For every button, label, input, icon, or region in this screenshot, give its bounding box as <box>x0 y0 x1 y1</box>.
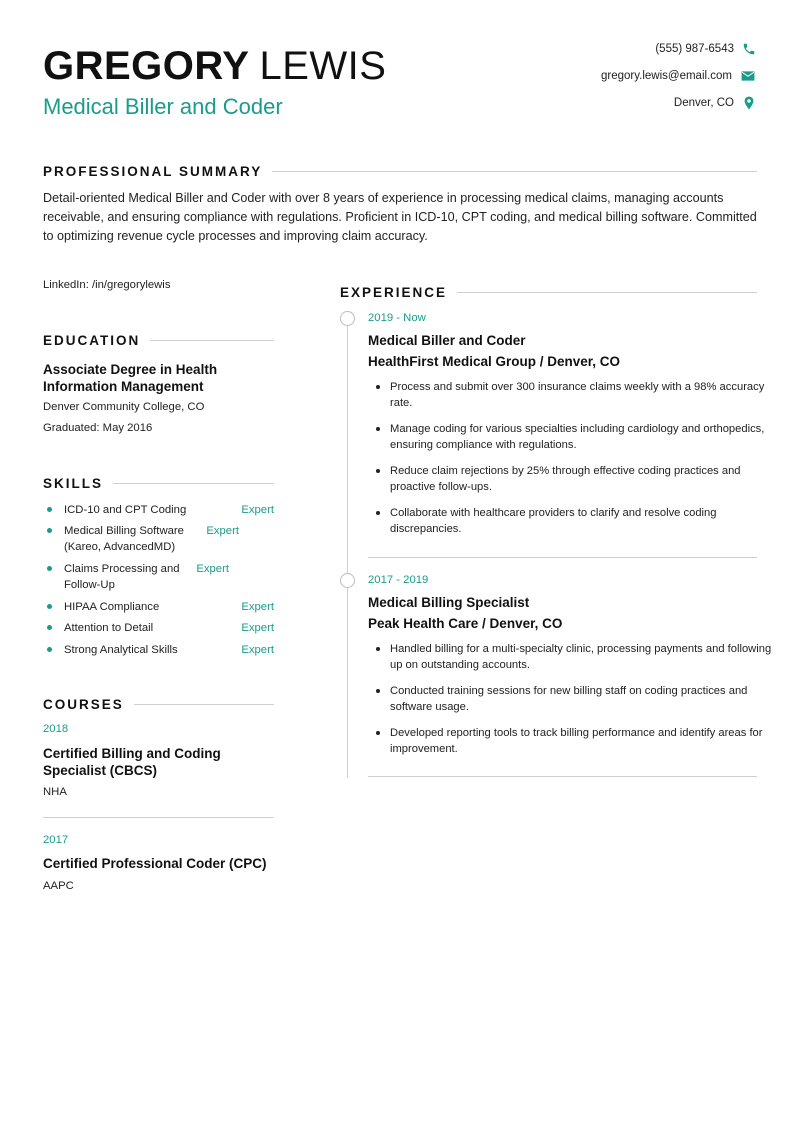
skill-level: Expert <box>241 622 274 634</box>
first-name: GREGORY <box>43 44 250 88</box>
course-divider <box>43 817 274 818</box>
job-dates: 2019 - Now <box>368 312 426 324</box>
job-divider <box>368 557 757 558</box>
skills-section-header <box>43 476 274 491</box>
contact-phone[interactable] <box>655 42 756 56</box>
course-title: Certified Billing and Coding Specialist (CBCS) <box>43 746 221 778</box>
bullet-dot <box>376 427 380 431</box>
bullet-dot <box>47 566 52 571</box>
email-text: gregory.lewis@email.com <box>601 70 732 82</box>
divider <box>457 292 757 293</box>
timeline-marker <box>340 573 355 588</box>
job-role: Medical Biller and Coder <box>368 333 526 348</box>
job-dates: 2017 - 2019 <box>368 574 429 586</box>
course-year: 2017 <box>43 834 69 846</box>
skill-level: Expert <box>241 601 274 613</box>
job-bullets <box>376 379 772 547</box>
courses-heading: COURSES <box>43 697 124 712</box>
job-divider <box>368 776 757 777</box>
bullet-dot <box>47 625 52 630</box>
job-title: Medical Biller and Coder <box>43 94 283 119</box>
education-heading: EDUCATION <box>43 333 141 348</box>
bullet-item <box>376 505 772 537</box>
last-name: LEWIS <box>259 44 387 88</box>
summary-heading: PROFESSIONAL SUMMARY <box>43 164 263 179</box>
bullet-text: Conducted training sessions for new billing staff on coding practices and software usage. <box>390 685 748 713</box>
courses-section-header <box>43 697 274 712</box>
phone-text: (555) 987-6543 <box>655 43 734 55</box>
bullet-item <box>376 725 772 757</box>
skill-item <box>43 620 274 636</box>
job-company: HealthFirst Medical Group / Denver, CO <box>368 354 621 369</box>
job-company: Peak Health Care / Denver, CO <box>368 616 563 631</box>
skill-name: HIPAA Compliance <box>64 601 160 613</box>
education-school: Denver Community College, CO <box>43 401 205 413</box>
bullet-text: Handled billing for a multi-specialty clinic, processing payments and following up on outstanding accounts. <box>390 643 772 671</box>
bullet-text: Collaborate with healthcare providers to clarify and resolve coding discrepancies. <box>390 507 717 535</box>
course-org: NHA <box>43 786 67 798</box>
map-pin-icon <box>742 96 756 110</box>
divider <box>134 704 274 705</box>
job-bullets <box>376 641 772 767</box>
skill-item <box>43 599 274 615</box>
envelope-icon <box>740 69 756 83</box>
phone-icon <box>742 42 756 56</box>
candidate-name <box>43 44 386 88</box>
skills-heading: SKILLS <box>43 476 104 491</box>
course-org: AAPC <box>43 880 74 892</box>
experience-heading: EXPERIENCE <box>340 285 448 300</box>
experience-section-header <box>340 285 757 300</box>
skill-item <box>43 561 274 593</box>
skill-level: Expert <box>206 525 239 537</box>
bullet-dot <box>376 511 380 515</box>
bullet-dot <box>376 647 380 651</box>
skill-name: ICD-10 and CPT Coding <box>64 504 187 516</box>
bullet-dot <box>47 647 52 652</box>
bullet-dot <box>47 528 52 533</box>
skill-level: Expert <box>241 504 274 516</box>
summary-section-header <box>43 164 757 179</box>
course-year: 2018 <box>43 723 69 735</box>
linkedin-link[interactable]: LinkedIn: /in/gregorylewis <box>43 279 171 291</box>
bullet-text: Developed reporting tools to track billing performance and identify areas for improvement. <box>390 727 763 755</box>
divider <box>272 171 757 172</box>
education-graduated: Graduated: May 2016 <box>43 422 153 434</box>
course-title: Certified Professional Coder (CPC) <box>43 856 267 871</box>
contact-email[interactable] <box>601 69 756 83</box>
bullet-dot <box>376 689 380 693</box>
job-role: Medical Billing Specialist <box>368 595 530 610</box>
bullet-text: Process and submit over 300 insurance claims weekly with a 98% accuracy rate. <box>390 381 765 409</box>
skill-item <box>43 523 274 555</box>
skill-item <box>43 642 274 658</box>
bullet-dot <box>47 507 52 512</box>
bullet-dot <box>376 731 380 735</box>
contact-location <box>674 96 756 110</box>
skill-name: Strong Analytical Skills <box>64 644 178 656</box>
summary-text: Detail-oriented Medical Biller and Coder with over 8 years of experience in processing medical claims, managing accounts receivable, and ensuring compliance with regulations. Proficient in ICD-10, CPT coding, and medical billing software. Committed to optimizing revenue cycle processes and improving claim accuracy. <box>43 191 757 243</box>
bullet-dot <box>376 385 380 389</box>
bullet-item <box>376 379 772 411</box>
bullet-text: Manage coding for various specialties including cardiology and orthopedics, ensuring compliance with regulations. <box>390 423 765 451</box>
education-degree: Associate Degree in Health Information Management <box>43 362 218 394</box>
divider <box>113 483 274 484</box>
skill-level: Expert <box>196 563 229 575</box>
timeline-line <box>347 322 348 778</box>
bullet-item <box>376 421 772 453</box>
bullet-item <box>376 683 772 715</box>
bullet-dot <box>47 604 52 609</box>
bullet-text: Reduce claim rejections by 25% through effective coding practices and proactive follow-ups. <box>390 465 741 493</box>
education-section-header <box>43 333 274 348</box>
divider <box>150 340 274 341</box>
skill-level: Expert <box>241 644 274 656</box>
skill-name: Medical Billing Software (Kareo, AdvancedMD) <box>64 525 184 553</box>
bullet-item <box>376 463 772 495</box>
skill-item <box>43 502 274 518</box>
timeline-marker <box>340 311 355 326</box>
bullet-item <box>376 641 772 673</box>
skill-name: Attention to Detail <box>64 622 154 634</box>
skill-name: Claims Processing and Follow-Up <box>64 563 180 591</box>
location-text: Denver, CO <box>673 97 734 109</box>
bullet-dot <box>376 469 380 473</box>
